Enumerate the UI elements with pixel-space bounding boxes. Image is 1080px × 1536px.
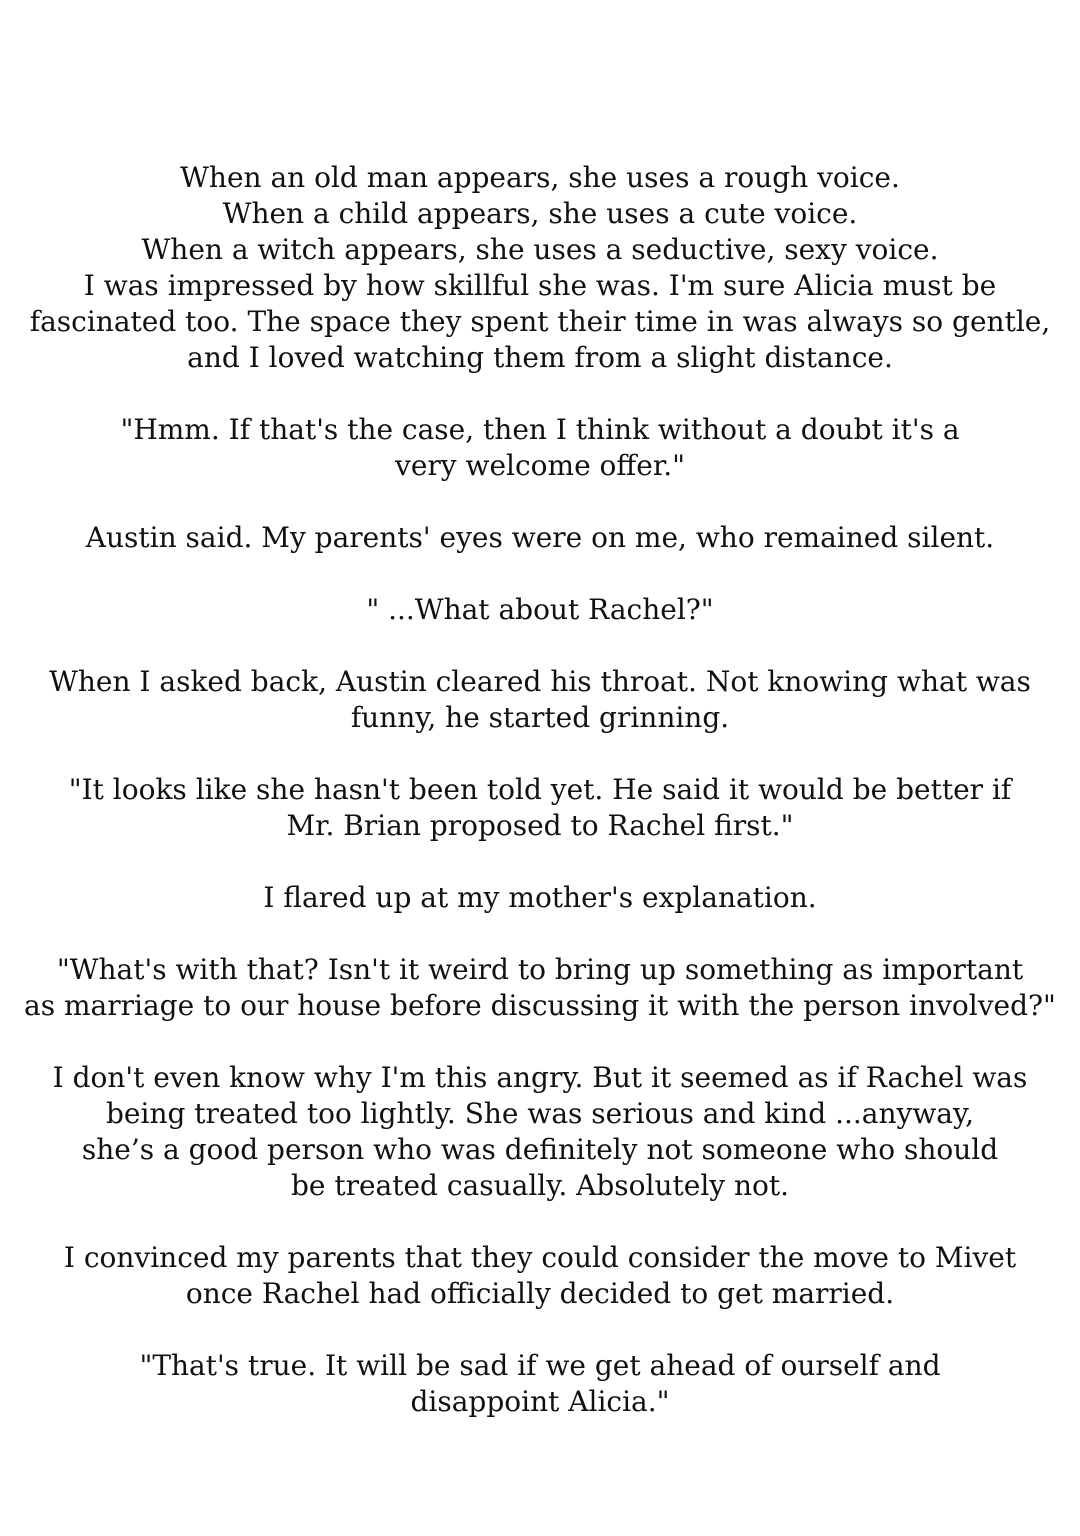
paragraph-9 (0, 1060, 1080, 1204)
paragraph-11 (0, 1348, 1080, 1420)
text-line: funny, he started grinning. (350, 701, 730, 734)
paragraph-1 (0, 160, 1080, 376)
text-line: be treated casually. Absolutely not. (290, 1169, 790, 1202)
paragraph-4 (0, 592, 1080, 628)
text-line: When a witch appears, she uses a seductive, sexy voice. (141, 233, 939, 266)
paragraph-10 (0, 1240, 1080, 1312)
text-line: When an old man appears, she uses a rough voice. (180, 161, 900, 194)
text-line: "What's with that? Isn't it weird to bring up something as important (56, 953, 1024, 986)
text-line: I don't even know why I'm this angry. But it seemed as if Rachel was (52, 1061, 1028, 1094)
paragraph-8 (0, 952, 1080, 1024)
text-line: When a child appears, she uses a cute voice. (222, 197, 858, 230)
text-line: as marriage to our house before discussing it with the person involved?" (24, 989, 1056, 1022)
text-line: When I asked back, Austin cleared his throat. Not knowing what was (49, 665, 1031, 698)
paragraph-7 (0, 880, 1080, 916)
paragraph-3 (0, 520, 1080, 556)
text-line: Mr. Brian proposed to Rachel first." (286, 809, 794, 842)
text-line: " ...What about Rachel?" (366, 593, 714, 626)
text-line: I convinced my parents that they could consider the move to Mivet (63, 1241, 1017, 1274)
text-line: once Rachel had officially decided to get married. (185, 1277, 895, 1310)
paragraph-6 (0, 772, 1080, 844)
text-line: she’s a good person who was definitely not someone who should (81, 1133, 999, 1166)
text-line: I was impressed by how skillful she was. I'm sure Alicia must be (83, 269, 997, 302)
text-line: "Hmm. If that's the case, then I think without a doubt it's a (120, 413, 960, 446)
text-line: Austin said. My parents' eyes were on me, who remained silent. (85, 521, 995, 554)
text-line: I flared up at my mother's explanation. (263, 881, 817, 914)
text-line: "That's true. It will be sad if we get ahead of ourself and (139, 1349, 941, 1382)
paragraph-5 (0, 664, 1080, 736)
text-line: and I loved watching them from a slight distance. (187, 341, 893, 374)
text-line: disappoint Alicia." (410, 1385, 670, 1418)
text-line: being treated too lightly. She was serious and kind ...anyway, (106, 1097, 974, 1130)
paragraph-2 (0, 412, 1080, 484)
text-line: fascinated too. The space they spent their time in was always so gentle, (29, 305, 1051, 338)
text-line: very welcome offer." (395, 449, 685, 482)
text-line: "It looks like she hasn't been told yet. He said it would be better if (68, 773, 1012, 806)
